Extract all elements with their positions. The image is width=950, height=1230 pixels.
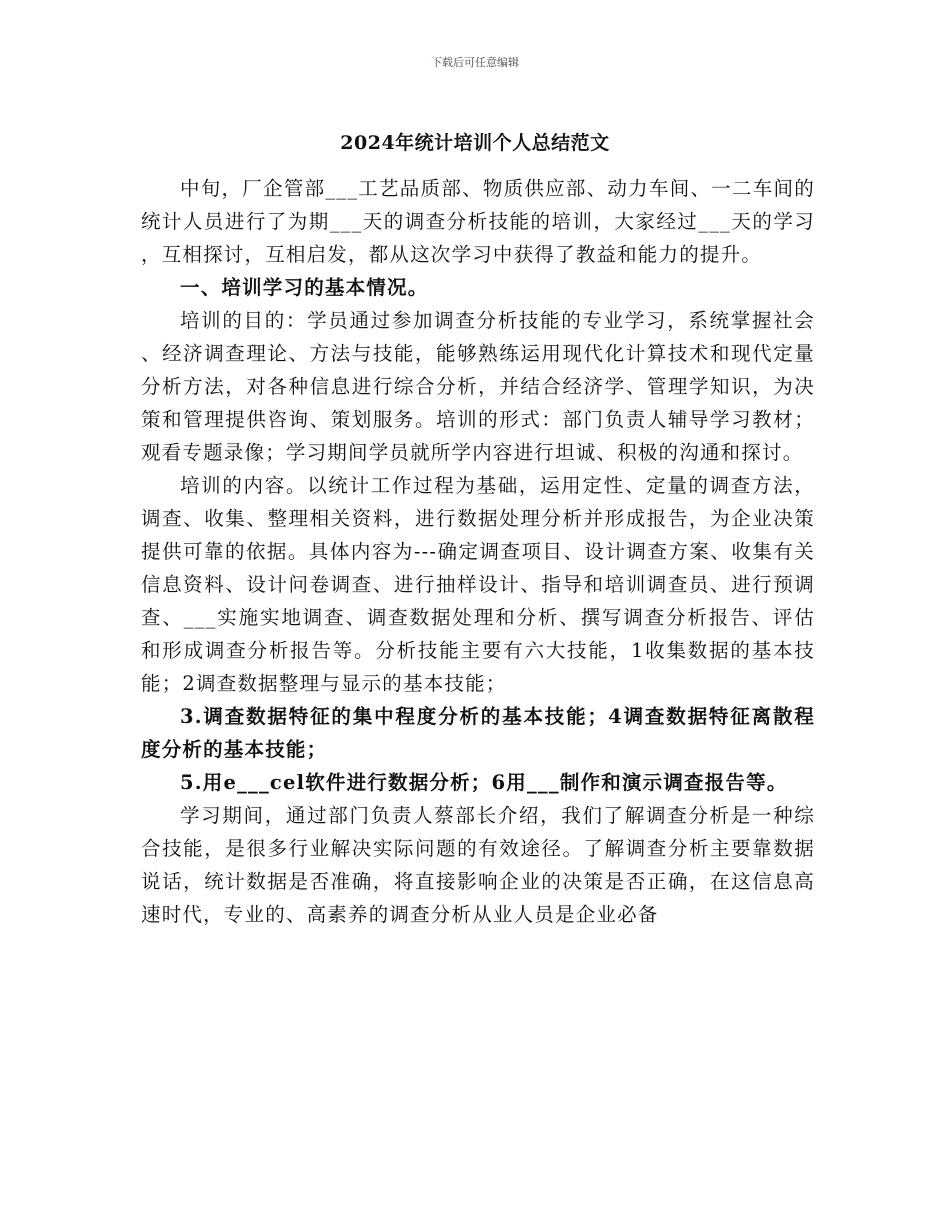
- paragraph-intro: 中旬，厂企管部___工艺品质部、物质供应部、动力车间、一二车间的统计人员进行了为期___天的调查分析技能的培训，大家经过___天的学习，互相探讨，互相启发，都从这次学习中获得了教益和能力的提升。: [141, 177, 815, 266]
- paragraph-training-content: 培训的内容。以统计工作过程为基础，运用定性、定量的调查方法，调查、收集、整理相关资料，进行数据处理分析并形成报告，为企业决策提供可靠的依据。具体内容为---确定调查项目、设计调查方案、收集有关信息资料、设计问卷调查、进行抽样设计、指导和培训调查员、进行预调查、___实施实地调查、调查数据处理和分析、撰写调查分析报告、评估和形成调查分析报告等。分析技能主要有六大技能，1收集数据的基本技能；2调查数据整理与显示的基本技能；: [141, 474, 815, 695]
- paragraph-training-purpose: 培训的目的：学员通过参加调查分析技能的专业学习，系统掌握社会、经济调查理论、方法与技能，能够熟练运用现代化计算技术和现代定量分析方法，对各种信息进行综合分析，并结合经济学、管理学知识，为决策和管理提供咨询、策划服务。培训的形式：部门负责人辅导学习教材；观看专题录像；学习期间学员就所学内容进行坦诚、积极的沟通和探讨。: [141, 309, 815, 464]
- page-header-note: 下载后可任意编辑: [431, 56, 519, 69]
- paragraph-skills-3-4: 3.调查数据特征的集中程度分析的基本技能；4调查数据特征离散程度分析的基本技能；: [141, 705, 815, 761]
- paragraph-skills-5-6: 5.用e___cel软件进行数据分析；6用___制作和演示调查报告等。: [180, 771, 788, 794]
- document-body: [141, 172, 815, 931]
- document-title: 2024年统计培训个人总结范文: [340, 132, 610, 154]
- section-heading-1: 一、培训学习的基本情况。: [180, 276, 429, 299]
- paragraph-study-period: 学习期间，通过部门负责人蔡部长介绍，我们了解调查分析是一种综合技能，是很多行业解决实际问题的有效途径。了解调查分析主要靠数据说话，统计数据是否准确，将直接影响企业的决策是否正确，在这信息高速时代，专业的、高素养的调查分析从业人员是企业必备: [141, 804, 815, 926]
